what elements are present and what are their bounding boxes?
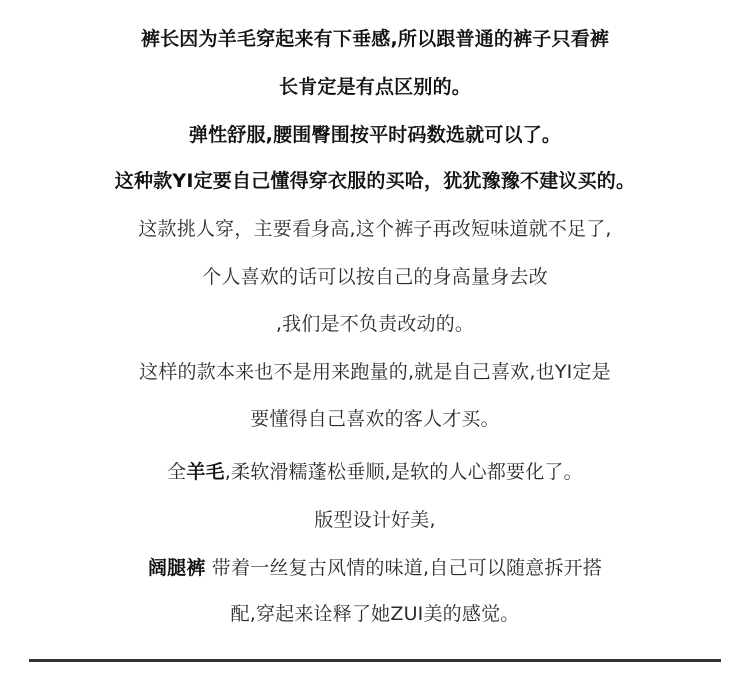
paragraph-line: [0, 601, 750, 627]
line-text: 这样的款本来也不是用来跑量的,就是自己喜欢,也YI定是: [139, 361, 611, 383]
paragraph-line: [0, 122, 750, 148]
line-text: 长肯定是有点区别的。: [278, 76, 471, 98]
line-prefix: 全: [167, 461, 187, 483]
line-text: ,我们是不负责改动的。: [275, 313, 475, 335]
line-text: 版型设计好美,: [314, 509, 436, 531]
paragraph-line: [0, 168, 750, 194]
line-text: 这种款YI定要自己懂得穿衣服的买哈，犹犹豫豫不建议买的。: [114, 170, 636, 192]
line-text: 配,穿起来诠释了她ZUI美的感觉。: [230, 603, 520, 625]
paragraph-line: [0, 507, 750, 533]
paragraph-line: [0, 555, 750, 581]
divider-rule: [29, 659, 721, 662]
line-text: 要懂得自己喜欢的客人才买。: [250, 408, 500, 430]
paragraph-line: [0, 359, 750, 385]
line-text: 弹性舒服,腰围臀围按平时码数选就可以了。: [188, 124, 562, 146]
paragraph-line: [0, 26, 750, 52]
paragraph-line: [0, 216, 750, 242]
paragraph-line: [0, 264, 750, 290]
line-text: 个人喜欢的话可以按自己的身高量身去改: [202, 266, 548, 288]
paragraph-line: [0, 406, 750, 432]
line-text: 这款挑人穿，主要看身高,这个裤子再改短味道就不足了,: [138, 218, 612, 240]
paragraph-line: [0, 74, 750, 100]
line-suffix: 带着一丝复古风情的味道,自己可以随意拆开搭: [205, 557, 603, 579]
paragraph-line: [0, 311, 750, 337]
paragraph-line: [0, 459, 750, 485]
line-suffix: ,柔软滑糯蓬松垂顺,是软的人心都要化了。: [224, 461, 583, 483]
highlight-keyword: 羊毛: [186, 461, 225, 483]
highlight-keyword: 阔腿裤: [147, 557, 206, 579]
line-text: 裤长因为羊毛穿起来有下垂感,所以跟普通的裤子只看裤: [140, 28, 610, 50]
